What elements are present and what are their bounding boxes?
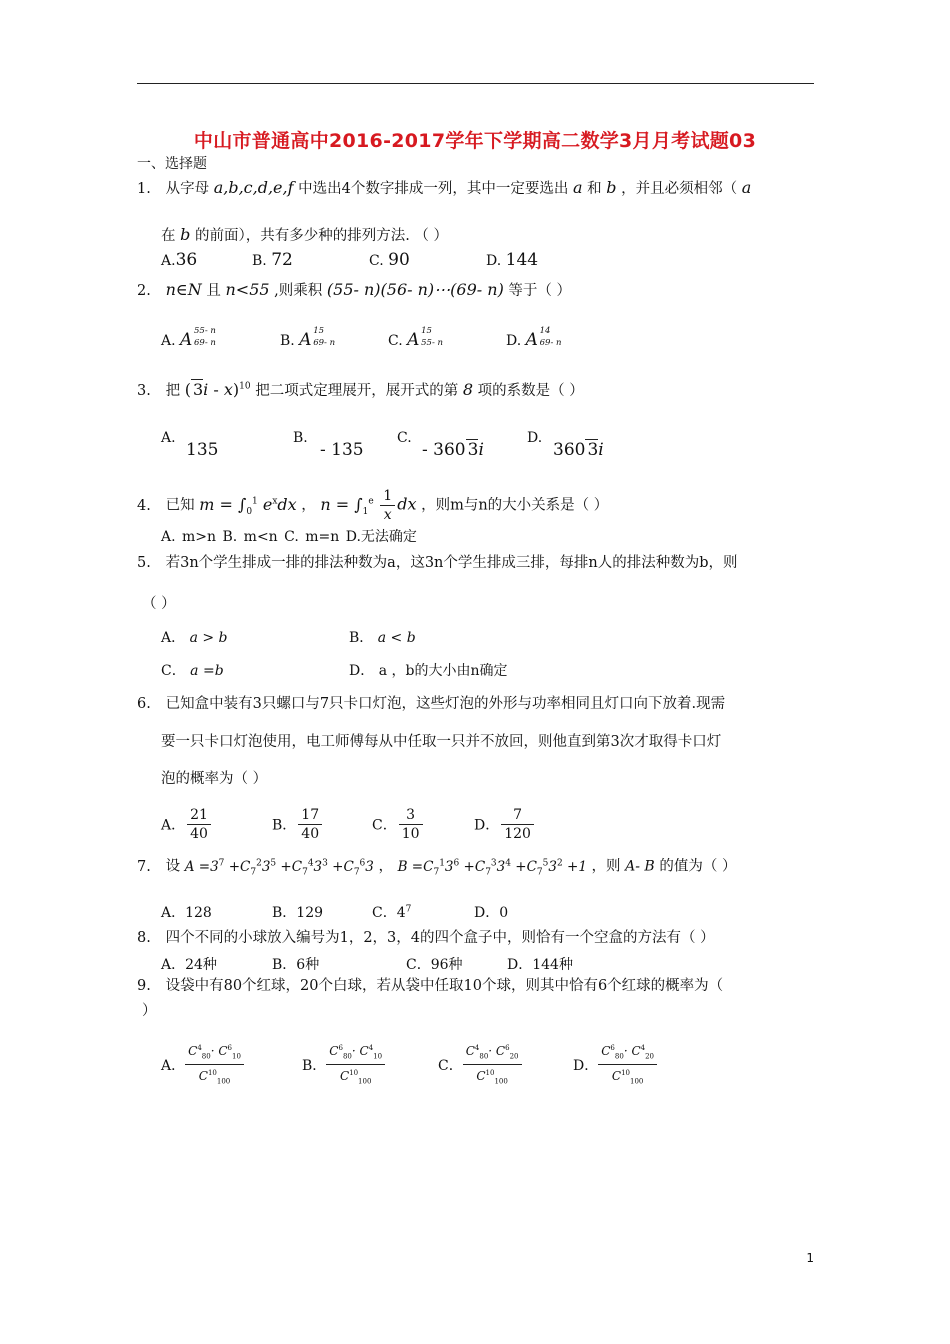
- question-3: 3. 把 ( 3i - x)$^{10}$ 把二项式定理展开，展开式的第 8 项的系数是（ ）: [137, 380, 584, 399]
- q8-option-b: B．6种: [272, 957, 320, 973]
- q6-option-a: A． $\frac{21}{40}$: [161, 806, 213, 843]
- q7-option-b: B．129: [272, 905, 324, 921]
- q7-option-d: D．0: [474, 905, 509, 921]
- q7-option-a: A．128: [161, 905, 212, 921]
- q8-option-a: A．24种: [161, 957, 217, 973]
- question-1-cont: 在 b 的前面），共有多少种的排列方法. （ ）: [161, 225, 449, 244]
- question-number: 1.: [137, 181, 151, 197]
- question-number: 4.: [137, 497, 151, 514]
- q3-option-b: B.: [293, 430, 308, 446]
- question-5: 5. 若3n个学生排成一排的排法种数为a，这3n个学生排成三排，每排n人的排法种数为b，则: [137, 555, 738, 571]
- q6-option-c: C． $\frac{3}{10}$: [372, 806, 425, 843]
- header-rule: [137, 83, 814, 84]
- question-number: 2.: [137, 283, 151, 299]
- q1-option-d: D. 144: [486, 250, 539, 270]
- question-number: 8.: [137, 930, 151, 946]
- q7-option-c: C．$4^7$: [372, 904, 412, 921]
- q5-option-d: D． a ，b的大小由n确定: [349, 663, 508, 679]
- q3-option-a: A.: [161, 430, 176, 446]
- q3-option-c: C.: [397, 430, 412, 446]
- question-2: 2. n∈N 且 n<55 ,则乘积 (55- n)(56- n)⋯(69- n) 等于（ ）: [137, 280, 572, 299]
- q8-option-d: D．144种: [507, 957, 573, 973]
- q1-option-b: B. 72: [252, 250, 293, 270]
- q6-option-b: B． $\frac{17}{40}$: [272, 806, 324, 843]
- question-number: 5.: [137, 555, 151, 571]
- question-number: 9.: [137, 978, 151, 994]
- q8-option-c: C．96种: [406, 957, 463, 973]
- q2-option-d: D. A 14 69- n: [506, 326, 562, 350]
- question-5-cont: （ ）: [142, 596, 176, 612]
- question-number: 6.: [137, 696, 151, 712]
- q9-option-d: D． $\frac{C^6_{80}\cdot C^4_{20}}{C^{10}_{100}}$: [573, 1040, 657, 1090]
- question-number: 3.: [137, 383, 151, 399]
- question-8: 8. 四个不同的小球放入编号为1，2，3，4的四个盒子中，则恰有一个空盒的方法有（ ）: [137, 930, 715, 946]
- question-6: 6. 已知盒中装有3只螺口与7只卡口灯泡，这些灯泡的外形与功率相同且灯口向下放着.现需: [137, 696, 726, 712]
- question-number: 7.: [137, 858, 151, 875]
- q6-option-d: D． $\frac{7}{120}$: [474, 806, 536, 843]
- q2-option-b: B. A 15 69- n: [280, 326, 336, 350]
- question-9: 9. 设袋中有80个红球，20个白球，若从袋中任取10个球，则其中恰有6个红球的概率为（: [137, 978, 724, 994]
- q4-options: A. m>n B. m<n C. m=n D.无法确定: [161, 529, 417, 545]
- q5-option-b: B． a < b: [349, 630, 416, 646]
- question-7: 7. 设 $A =3^7 +C_7^23^5 +C_7^43^3 +C_7^63$ ， $B =C_7^13^6 +C_7^33^4 +C_7^53^2 +1$ ，则 A- B 的值为（ ）: [137, 858, 737, 878]
- question-4: 4. 已知 $m = \int_0^1$ $e^xdx$ ， $n = \int_1^e$ $\frac{1}{x}$ dx ，则m与n的大小关系是（ ）: [137, 488, 609, 523]
- q5-option-a: A． a > b: [161, 630, 228, 646]
- q1-option-a: A.36: [161, 250, 198, 270]
- q3-option-d: D.: [527, 430, 543, 446]
- q9-option-a: A． $\frac{C^4_{80}\cdot C^6_{10}}{C^{10}_{100}}$: [161, 1040, 244, 1090]
- q1-option-c: C. 90: [369, 250, 410, 270]
- q5-option-c: C． a =b: [161, 663, 224, 679]
- section-heading: 一、选择题: [137, 156, 207, 172]
- q9-option-c: C． $\frac{C^4_{80}\cdot C^6_{20}}{C^{10}_{100}}$: [438, 1040, 522, 1090]
- q2-option-c: C. A 15 55- n: [388, 326, 443, 350]
- page-title: 中山市普通高中2016-2017学年下学期高二数学3月月考试题03: [193, 130, 757, 152]
- q9-option-b: B． $\frac{C^6_{80}\cdot C^4_{10}}{C^{10}_{100}}$: [302, 1040, 385, 1090]
- q2-option-a: A. A 55- n 69- n: [161, 326, 216, 350]
- page-number: 1: [806, 1251, 814, 1265]
- question-1: 1. 从字母 a,b,c,d,e,f 中选出4个数字排成一列，其中一定要选出 a 和 b ，并且必须相邻（ a: [137, 178, 752, 197]
- document-page: 中山市普通高中2016-2017学年下学期高二数学3月月考试题03 一、选择题 1. 从字母 a,b,c,d,e,f 中选出4个数字排成一列，其中一定要选出 a 和 b ，并且必须相邻（ a 在 b 的前面），共有多少种的排列方法. （ ） A.36 B. 72 C. 90 D. 144 2. n∈N 且 n<55 ,则乘积 (55- n)(56- n)⋯(69- n) 等于（ ） A. A 55- n 69- n B. A 15 69- n C. A 15 55- n D. A 14 69- n 3. 把 ( 3i - x)$^{10}$ 把二项式定理展开，展开式的第 8 项的系数是（ ） A. 135 B. - 135 C. - 360 3i D. 360 3i 4. 已知 $m = \int_0^1$ $e^xdx$ ， $n = \int_1^e$ $\frac{1}{x}$ dx ，则m与n的大小关系是（ ） A. m>n B. m<n C. m=n D.无法确定 5. 若3n个学生排成一排的排法种数为a，这3n个学生排成三排，每排n人的排法种数为b，则 （ ） A． a > b B． a < b C． a =b D． a ，b的大小由n确定 6. 已知盒中装有3只螺口与7只卡口灯泡，这些灯泡的外形与功率相同且灯口向下放着.现需 要一只卡口灯泡使用，电工师傅每从中任取一只并不放回，则他直到第3次才取得卡口灯 泡的概率为（ ） A． $\frac{21}{40}$ B． $\frac{17}{40}$ C． $\frac{3}{10}$ D． $\frac{7}{120}$ 7. 设 $A =3^7 +C_7^23^5 +C_7^43^3 +C_7^63$ ， $B =C_7^13^6 +C_7^33^4 +C_7^53^2 +1$ ，则 A- B 的值为（ ） A．128 B．129 C．$4^7$ D．0 8. 四个不同的小球放入编号为1，2，3，4的四个盒子中，则恰有一个空盒的方法有（ ） A．24种 B．6种 C．96种 D．144种 9. 设袋中有80个红球，20个白球，若从袋中任取10个球，则其中恰有6个红球的概率为（ ） A． $\frac{C^4_{80}\cdot C^6_{10}}{C^{10}_{100}}$ B． $\frac{C^6_{80}\cdot C^4_{10}}{C^{10}_{100}}$ C． $\frac{C^4_{80}\cdot C^6_{20}}{C^{10}_{100}}$ D． $\frac{C^6_{80}\cdot C^4_{20}}{C^{10}_{100}}$ 1: [0, 0, 950, 1344]
